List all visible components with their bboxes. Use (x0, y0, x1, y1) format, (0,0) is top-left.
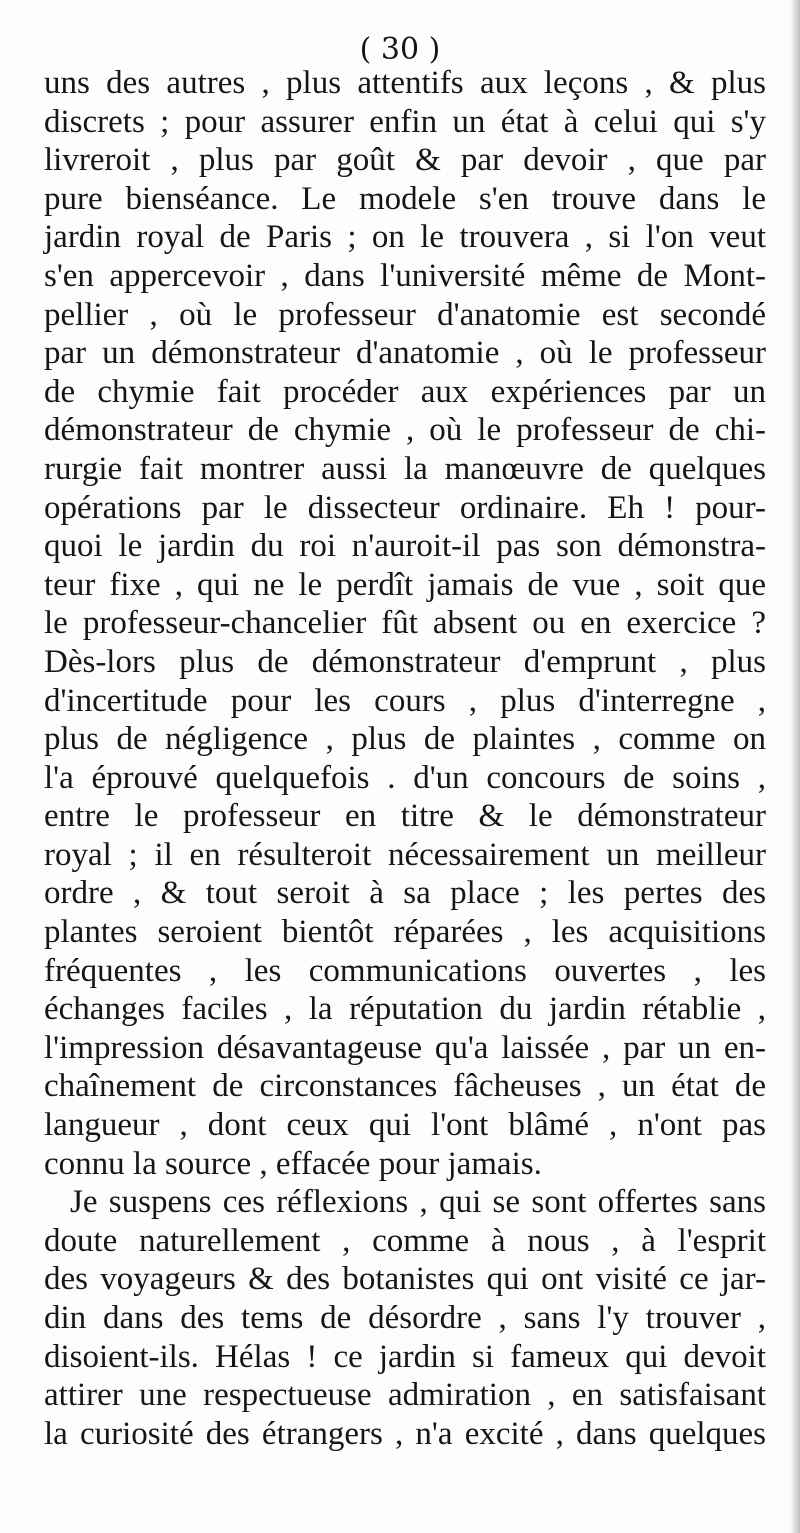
text-line: d'incertitude pour les cours , plus d'interregne , (44, 682, 766, 719)
page-number: ( 30 ) (359, 32, 441, 67)
text-line: par un démonstrateur d'anatomie , où le professeur (44, 335, 766, 372)
text-line: plus de négligence , plus de plaintes , comme on (44, 721, 766, 758)
text-line: chaînement de circonstances fâcheuses , un état de (44, 1068, 766, 1105)
text-line: des voyageurs & des botanistes qui ont visité ce jar- (44, 1261, 766, 1298)
text-line: de chymie fait procéder aux expériences par un (44, 373, 766, 410)
text-line: attirer une respectueuse admiration , en satisfaisant (44, 1377, 766, 1414)
page-edge-shadow (790, 0, 800, 1533)
body-text (44, 64, 766, 1453)
text-line: pure bienséance. Le modele s'en trouve dans le (44, 180, 766, 217)
text-line: l'impression désavantageuse qu'a laissée , par un en- (44, 1029, 766, 1066)
text-line: royal ; il en résulteroit nécessairement un meilleur (44, 836, 766, 873)
text-line: opérations par le dissecteur ordinaire. Eh ! pour- (44, 489, 766, 526)
text-line: échanges faciles , la réputation du jardin rétablie , (44, 991, 766, 1028)
text-line: plantes seroient bientôt réparées , les acquisitions (44, 914, 766, 951)
text-line: démonstrateur de chymie , où le professeur de chi- (44, 412, 766, 449)
text-line: fréquentes , les communications ouvertes , les (44, 952, 766, 989)
text-line: disoient-ils. Hélas ! ce jardin si fameux qui devoit (44, 1338, 766, 1375)
text-line: s'en appercevoir , dans l'université même de Mont- (44, 257, 766, 294)
text-line: le professeur-chancelier fût absent ou en exercice ? (44, 605, 766, 642)
text-line: din dans des tems de désordre , sans l'y trouver , (44, 1300, 766, 1336)
text-line: langueur , dont ceux qui l'ont blâmé , n'ont pas (44, 1107, 766, 1144)
text-line: connu la source , effacée pour jamais. (44, 1145, 542, 1182)
text-line: doute naturellement , comme à nous , à l'esprit (44, 1222, 766, 1259)
text-line: jardin royal de Paris ; on le trouvera , si l'on veut (44, 219, 766, 256)
text-line: pellier , où le professeur d'anatomie est secondé (44, 296, 766, 333)
text-line: quoi le jardin du roi n'auroit-il pas son démonstra- (44, 528, 766, 565)
text-line: Je suspens ces réflexions , qui se sont offertes sans (70, 1184, 766, 1221)
text-line: discrets ; pour assurer enfin un état à celui qui s'y (44, 103, 766, 140)
text-line: livreroit , plus par goût & par devoir , que par (44, 142, 766, 179)
text-line: rurgie fait montrer aussi la manœuvre de quelques (44, 450, 766, 487)
paragraph-2 (44, 1183, 766, 1453)
text-line: Dès-lors plus de démonstrateur d'emprunt , plus (44, 643, 766, 680)
text-line: la curiosité des étrangers , n'a excité , dans quelques (44, 1415, 766, 1452)
text-line: ordre , & tout seroit à sa place ; les pertes des (44, 875, 766, 912)
text-line: entre le professeur en titre & le démonstrateur (44, 798, 766, 835)
text-line: l'a éprouvé quelquefois . d'un concours de soins , (44, 759, 766, 796)
paragraph-1 (44, 64, 766, 1183)
text-line: teur fixe , qui ne le perdît jamais de vue , soit que (44, 566, 766, 603)
text-line: uns des autres , plus attentifs aux leçons , & plus (44, 65, 766, 101)
